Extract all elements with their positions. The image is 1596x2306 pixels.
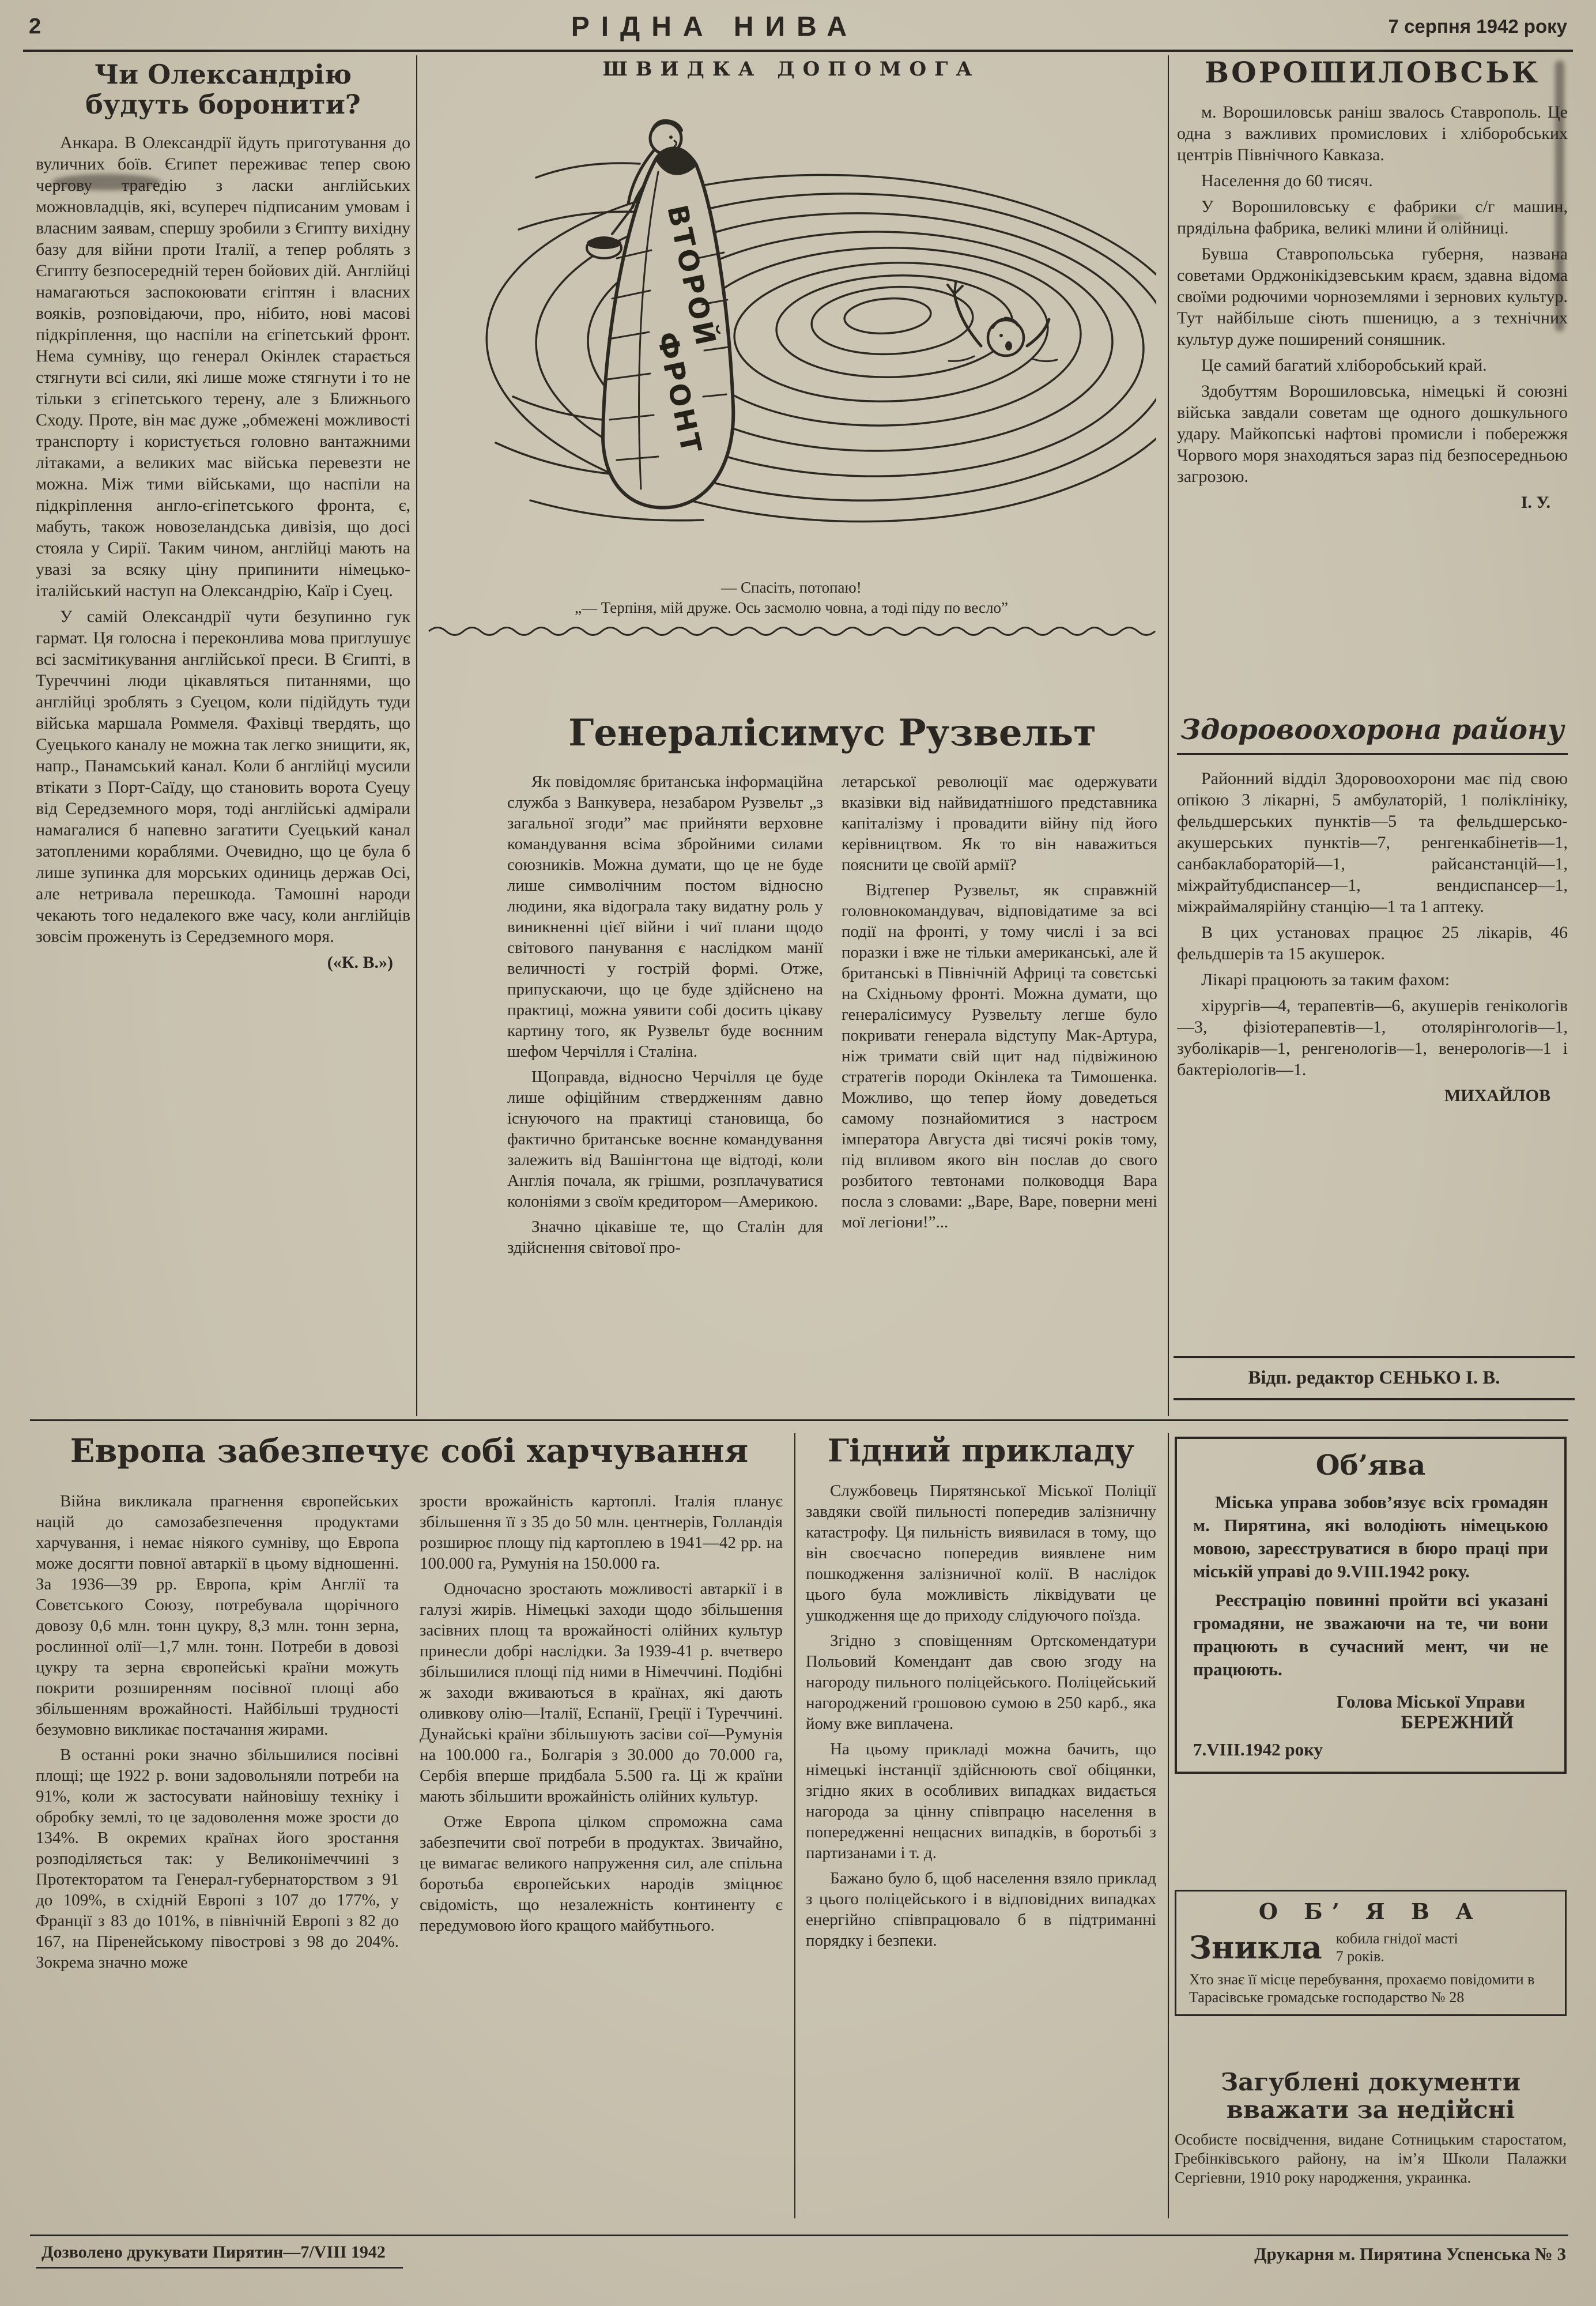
article-paragraph: м. Ворошиловськ раніш звалось Ставрополь. Це одна з важливих промислових і хліборобських центрів Північного Кавказа. <box>1177 103 1568 164</box>
article-headline <box>36 60 410 119</box>
article-paragraph: Щоправда, відносно Черчілля це буде лише офіційним ствердженням давно існуючого на практиці становища, бо фактично британське воєнне командування залежить від Вашінгтона ще відтоді, коли Англія почала, як грішми, розплачуватися колоніями з своїм кредитором—Америкою. <box>507 1068 823 1211</box>
column-rule <box>1168 55 1169 1416</box>
lost-documents-notice <box>1175 2068 1567 2187</box>
article-roosevelt <box>507 713 1157 1412</box>
article-paragraph: Війна викликала прагнення європейських націй до самозабезпечення продуктами харчування, і немає ніякого сумніву, що Европа може досягти повної автаркії в цьому відношенні. За 1936—39 рр. Европа, крім Англії та Совєтського Союзу, потребувала щорічного довозу 0,6 млн. тонн цукру, 8,3 млн. тонн зерна, рослинної олії—1,7 млн. тонн. Потреби в довозі цукру та зерна європейські країни можуть покрити розширенням посівної площі або збільшенням врожайності. Найбільші трудності безумовно викликає постачання жирами. <box>36 1492 399 1739</box>
notice-title <box>1175 2068 1567 2124</box>
announcement-lost-horse <box>1175 1890 1567 2016</box>
article-headline: Европа забезпечує собі харчування <box>70 1433 749 1470</box>
boat-label: ФРОНТ <box>650 329 708 458</box>
notice-title-line: вважати за недійсні <box>1226 2096 1515 2124</box>
article-example <box>806 1433 1156 2218</box>
article-paragraph: Лікарі працюють за таким фахом: <box>1201 970 1450 989</box>
issue-date: 7 серпня 1942 року <box>1388 16 1567 37</box>
announcement-title: Об’ява <box>1315 1449 1426 1482</box>
article-voroshilovsk <box>1177 56 1568 694</box>
ink-smudge <box>1555 61 1564 331</box>
article-signature: МИХАЙЛОВ <box>1444 1086 1550 1105</box>
article-paragraph: У Ворошиловську є фабрики с/г машин, прядільна фабрика, великі млини й олійниці. <box>1177 197 1568 238</box>
ink-smudge <box>1429 213 1464 223</box>
page-header <box>29 9 1567 44</box>
editor-line: Відп. редактор СЕНЬКО І. В. <box>1174 1356 1575 1400</box>
article-body <box>1177 101 1568 513</box>
article-body <box>806 1480 1156 1951</box>
article-body <box>36 132 410 973</box>
article-paragraph: Бувша Ставропольська губерня, названа советами Орджонікідзевським краєм, здавна відома своїми родючими чорноземлями і зернових культур. Тут найбільше сіють пшеницю, а з технічних культур дуже поширений соняшник. <box>1177 244 1568 349</box>
article-paragraph: Відтепер Рузвельт, як справжній головнокомандувач, відповідатиме за всі події на фронті, у тому числі і за всі поразки і вже не тільки американські, але й британські в Північній Африці та совєтські на Східньому фронті. Можна думати, що генералісимусу Рузвельту легше було покривати генерала відступу Мак-Артура, ніж тримати свій щит над підвіжиною стратегів породи Окінлека та Тимошенка. Можливо, що тепер йому доведеться самому познайомитися з настроєм імператора Августа дві тисячі років тому, під впливом якого він послав до свого розбитого тевтонами полководця Вара посла з словами: „Варе, Варе, поверни мені мої легіони!”... <box>842 881 1157 1231</box>
section-rule <box>30 1419 1568 1421</box>
cartoon-caption-line: — Спасіть, потопаю! <box>721 579 862 596</box>
article-paragraph: Одночасно зростають можливості автаркії і в галузі жирів. Німецькі заходи щодо збільшення засівних площ та врожайності олійних культур принесли добрі наслідки. За 1939-41 р. вчетверо збільшилися площі під ними в Німеччині. Подібні ж заходи вживаються в країнах, які дають оливкову олію—Італії, Еспанії, Греції і Туреччині. Дунайські країни збільшують засіви сої—Румунія на 100.000 га., Болгарія з 30.000 до 70.000 га, Сербія вперше придбала 5.500 га. Ці ж країни мають збільшити врожайність олійних культур. <box>420 1580 783 1806</box>
article-europe <box>36 1433 783 2218</box>
announcement-big-word: Зникла <box>1189 1928 1322 1966</box>
article-paragraph: Отже Европа цілком спроможна сама забезпечити свої потреби в продуктах. Звичайно, це вимагає великого напруження сил, але спільна боротьба європейських народів зміцнює свідомість, що незалежність континенту є передумовою його кращого майбутнього. <box>420 1813 783 1935</box>
article-paragraph: зрости врожайність картоплі. Італія планує збільшення її з 35 до 50 млн. центнерів, Голландія розширює площу під картоплею в 1941—42 рр. на 100.000 га, Румунія на 150.000 га. <box>420 1492 783 1573</box>
ink-smudge <box>52 174 161 190</box>
article-headline: Здоровоохорона району <box>1177 715 1568 755</box>
announcement-paragraph: Реєстрацію повинні пройти всі указані громадяни, не зважаючи на те, чи вони працюють в сучасний мент, чи не працюють. <box>1193 1589 1548 1679</box>
column-rule <box>1168 1433 1169 2218</box>
announcement-signature-title: Голова Міської Управи <box>1337 1691 1525 1712</box>
article-paragraph: Службовець Пирятянської Міської Поліції завдяки своїй пильності попередив залізничну катастрофу. Ця пильність виявилася в тому, що він своєчасно попередив виявлене ним пошкодження залізничної колії. В наслідок цього була можливість ліквідувати це ушкодження ще до приходу слідуючого поїзда. <box>806 1482 1156 1625</box>
squiggle-divider <box>427 623 1156 638</box>
article-paragraph: Згідно з сповіщенням Ортскомендатури Польовий Комендант дав свою згоду на нагороду пильного поліцейського. Поліцейський нагороджений грошовою сумою в 250 карб., яка йому вже виплачена. <box>806 1631 1156 1734</box>
header-rule <box>23 50 1573 52</box>
article-paragraph: Це самий багатий хліборобський край. <box>1201 356 1487 375</box>
page-footer <box>36 2243 1566 2269</box>
article-paragraph: Як повідомляє британська інформаційна служба з Ванкувера, незабаром Рузвельт „з загальної згоди” має прийняти верховне командування всіма збройними силами союзників. Можна думати, що це не буде лише символічним постом відносно людини, яка відограла таку видатну роль у виникненні цієї війни і чиї плани щодо світового панування є наслідком манії величності у гострій формі. Отже, припускаючи, що це буде здійснено на практиці, можна уявити собі досить цікаву картину того, як Рузвельт буде воєнним шефом Черчілля і Сталіна. <box>507 773 823 1061</box>
article-headline: Генералісимус Рузвельт <box>568 713 1096 755</box>
headline-line: Чи Олександрію <box>94 60 352 90</box>
imprint-permission: Дозволено друкувати Пирятин—7/VIII 1942 <box>36 2243 403 2269</box>
article-body <box>1177 768 1568 1106</box>
page-number: 2 <box>29 14 41 39</box>
article-alexandria <box>36 60 410 1414</box>
article-paragraph: Районний відділ Здоровоохорони має під свою опікою 3 лікарні, 5 амбулаторій, 1 поліклініку, фельдшерських пунктів—5 та фельдшерсько-акушерських пунктів—7, ренгенкабінетів—1, санбаклабораторій—1, райсанстанцій—1, міжрайтубдиспансер—1, вендиспансер—1, міжраймалярійну станцію—1 та 1 аптеку. <box>1177 768 1568 916</box>
article-paragraph: летарської революції має одержувати вказівки від найвидатнішого представника капіталізму і провадити війну під його керівництвом. Як то він наважиться пояснити це своїй армії? <box>842 773 1157 874</box>
announcement-body: Хто знає її місце перебування, прохаємо повідомити в Тарасівське громадське господарство № 28 <box>1189 1970 1535 2006</box>
announcement-lead <box>1189 1929 1552 1966</box>
announcement-side-line: кобила гнідої масті <box>1335 1930 1458 1947</box>
column-rule <box>416 55 417 1416</box>
announcement-signature-name: БЕРЕЖНИЙ <box>1401 1712 1514 1733</box>
announcement-registration <box>1175 1437 1567 1774</box>
article-paragraph: Населення до 60 тисяч. <box>1201 171 1373 190</box>
cartoon-caption-line: „— Терпіня, мій друже. Ось засмолю човна, а тоді піду по весло” <box>575 599 1008 616</box>
column-rule <box>794 1433 795 2218</box>
article-signature: («К. В.») <box>327 953 393 973</box>
announcement-title: О Б’ Я В А <box>1258 1898 1483 1924</box>
cartoon-block <box>427 55 1156 704</box>
article-paragraph: На цьому прикладі можна бачить, що німецькі інстанції здійснюють свої обіцянки, згідно яких в особливих випадках видається нагорода за цінну співпрацю населення в попередженні нещасних випадків, в боротьбі з партизанами і т. д. <box>806 1740 1156 1863</box>
article-paragraph: хірургів—4, терапевтів—6, акушерів генікологів—3, фізіотерапевтів—1, отолярінгологів—1, зуболікарів—1, ренгенологів—1, венерологів—1 і бактеріологів—1. <box>1177 996 1568 1079</box>
article-paragraph: Бажано було б, щоб населення взяло приклад з цього поліцейського і в відповідних випадках енергійно співпрацювало б в підтриманні порядку і безпеки. <box>806 1869 1156 1950</box>
article-signature: І. У. <box>1520 493 1550 512</box>
footer-rule <box>30 2235 1568 2236</box>
article-column-2 <box>420 1491 783 2218</box>
headline-line: будуть боронити? <box>85 88 361 120</box>
cartoon-title: ШВИДКА ДОПОМОГА <box>602 58 980 81</box>
notice-body: Особисте посвідчення, видане Сотницьким старостатом, Гребінківського району, на ім’я Школи Палажки Сергіевни, 1910 року народження, украинка. <box>1175 2130 1567 2186</box>
announcement-side-lines <box>1336 1930 1458 1965</box>
article-paragraph: В цих установах працює 25 лікарів, 46 фельдшерів та 15 акушерок. <box>1177 922 1568 963</box>
article-health <box>1177 715 1568 1344</box>
announcement-body <box>1193 1491 1548 1681</box>
article-column-1 <box>36 1491 399 2218</box>
announcement-paragraph: Міська управа зобов’язує всіх громадян м. Пирятина, які володіють німецькою мовою, зареєструватися в бюро праці при міській управі до 9.VIII.1942 року. <box>1193 1491 1548 1581</box>
article-paragraph: Здобуттям Ворошиловська, німецькі й союзні війська завдали советам ще одного дошкульного удару. Майкопські нафтові промисли і побережжя Чорвого моря знаходяться зараз під безпосередньою загрозою. <box>1177 382 1568 486</box>
article-headline: ВОРОШИЛОВСЬК <box>1204 56 1541 89</box>
announcement-date: 7.VIII.1942 року <box>1193 1739 1323 1759</box>
cartoon-illustration <box>427 85 1156 574</box>
imprint-printer: Друкарня м. Пирятина Успенська № 3 <box>1254 2244 1566 2264</box>
announcement-side-line: 7 років. <box>1335 1947 1384 1965</box>
newspaper-title: РІДНА НИВА <box>571 11 858 42</box>
notice-title-line: Загублені документи <box>1220 2068 1521 2096</box>
article-paragraph: Анкара. В Олександрії йдуть приготування до вуличних боїв. Єгипет переживає тепер свою чергову трагедію з ласки англійських можновладців, які, всупереч підписаним умовам і власним заявам, спершу зробили з Єгипту вихідну базу для війни проти Італії, а тепер роблять з Єгипту безпосередній терен бойових дій. Англійці намагаються заспокоювати єгіптян і власних вояків, розповідаючи, про, нібито, нові масові підкріплення, що наспіли на єгіпетський фронт. Нема сумніву, що генерал Окінлек старається стягнути всі сили, які лише може стягнути і то не тільки з єгіпетського терену, але з Ближнього Сходу. Проте, він має дуже „обмежені можливості транспорту і користується головно вантажними літаками, а великих мас війська перевезти не можна. Між тими військами, що наспіли на підкріплення англо-єгіпетського фронта, є, мабуть, також новозеландська дивізія, що досі стояла у Сирії. Таким чином, англійці мають на увазі за всяку ціну припинити німецько-італійський наступ на Олександрію, Каїр і Суец. <box>36 133 410 601</box>
article-headline: Гідний прикладу <box>827 1433 1135 1469</box>
article-column-1 <box>507 771 823 1412</box>
article-column-2 <box>842 771 1157 1412</box>
article-paragraph: В останні роки значно збільшилися посівні площі; ще 1922 р. вони задовольняли потреби на 91%, коли ж застосувати найновішу техніку і обробку землі, то це задоволення може зрости до 134%. В окремих країнах його зростання розподіляється так: у Великонімеччині з Протекторатом та Генерал-губернаторством з 91 до 109%, в східній Европі з 107 до 177%, у Франції з 83 до 101%, в північній Европі з 82 до 167, на Піренейському півострові з 98 до 204%. Зокрема значно може <box>36 1746 399 1972</box>
boat-label: ВТОРОЙ <box>661 202 723 351</box>
article-paragraph: У самій Олександрії чути безупинно гук гармат. Ця голосна і переконлива мова приглушує всі засмітикування англійської преси. В Єгипті, в Туреччині люди цікавляться питаннями, що англійці зроблять з Суецом, коли підійдуть туди війська маршала Роммеля. Фахівці твердять, що Суецького каналу не можна так легко знищити, як, напр., Панамський канал. Коли б англійці мусили втікати з Порт-Саїду, що становить ворота Суецу від Середземного моря, тоді англійські адмірали намагалися б напевно загатити Суецький канал затопленими кораблями. Очевидно, що це була б лише зупинка для морських одиниць держав Осі, але нетривала перешкода. Тамошні народи чекають того недалекого вже часу, коли англійців зовсім проженуть із Середземного моря. <box>36 607 410 947</box>
article-paragraph: Значно цікавіше те, що Сталін для здійснення світової про- <box>507 1218 823 1257</box>
